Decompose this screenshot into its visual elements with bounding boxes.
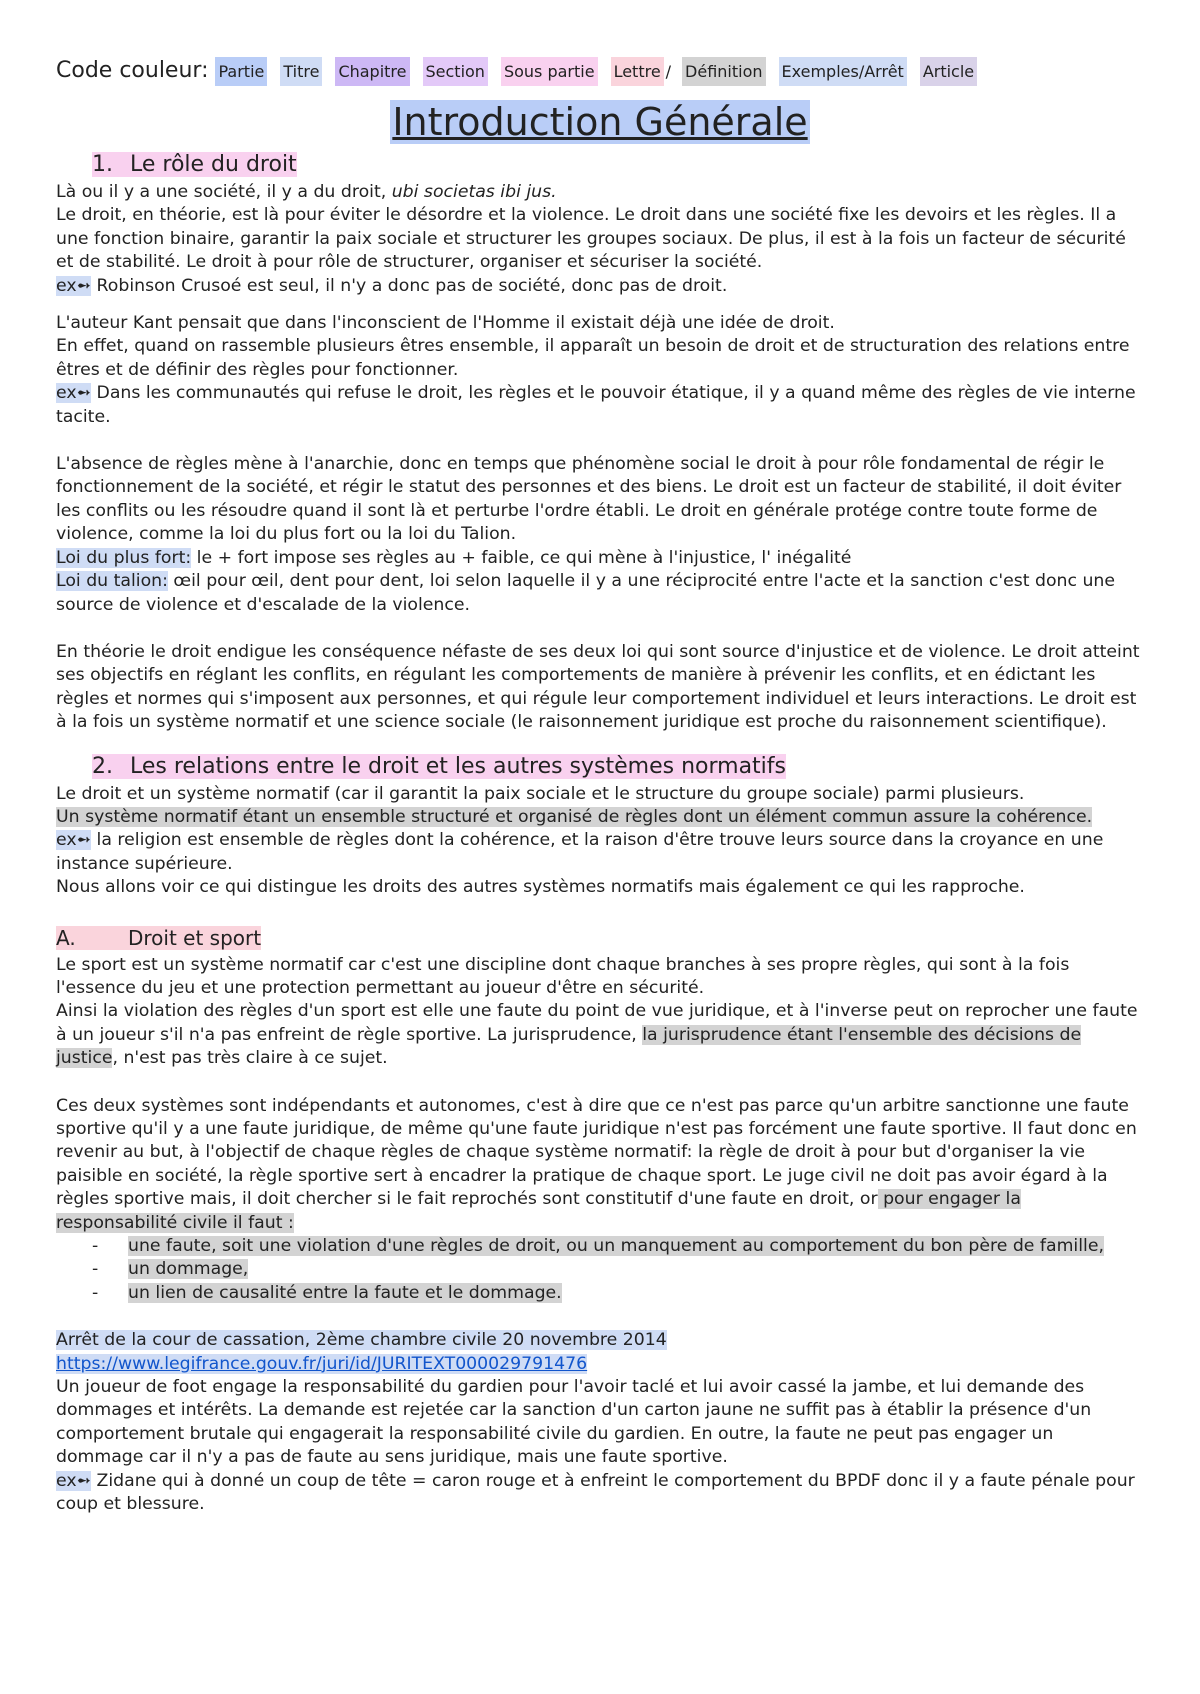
example-text: Dans les communautés qui refuse le droit, les règles et le pouvoir étatique, il y a quand même des règles de vie interne tacite. <box>56 383 1136 427</box>
example-communautes <box>56 382 1144 429</box>
arret-link-line <box>56 1353 1144 1376</box>
definition-loi-plus-fort <box>56 547 1144 570</box>
legend-label: Code couleur: <box>56 58 209 83</box>
page-title: Introduction Générale <box>392 100 808 144</box>
definition-term: Loi du talion: <box>56 571 168 592</box>
heading-text: Droit et sport <box>128 925 262 950</box>
definition-text: Un système normatif étant un ensemble structuré et organisé de règles dont un élément commun assure la cohérence. <box>56 806 1093 827</box>
title-wrapper <box>56 99 1144 145</box>
paragraph-anarchie: L'absence de règles mène à l'anarchie, donc en temps que phénomène social le droit à pour rôle fondamental de régir le fonctionnement de la société, et régir le statut des personnes et des biens. Le droit est un facteur de stabilité, il doit éviter les conflits ou les résoudre quand il sont là et perturbe l'ordre établi. Le droit en générale protége contre toute forme de violence, comme la loi du plus fort ou la loi du Talion. <box>56 454 1122 545</box>
definition-term: Loi du plus fort: <box>56 547 192 568</box>
definition-text: le + fort impose ses règles au + faible, ce qui mène à l'injustice, l' inégalité <box>191 547 852 568</box>
definition-responsabilite: pour engager la responsabilité civile il faut : <box>56 1189 1021 1233</box>
paragraph: Le droit, en théorie, est là pour éviter le désordre et la violence. Le droit dans une société fixe les devoirs et les règles. Il a une fonction binaire, garantir la paix sociale et structurer les groupes sociaux. De plus, il est à la fois un facteur de sécurité et de stabilité. Le droit à pour rôle de structurer, organiser et sécuriser la société. <box>56 205 1126 273</box>
legend-separator: / <box>665 62 672 81</box>
paragraph: En effet, quand on rassemble plusieurs êtres ensemble, il apparaît un besoin de droit et de structuration des relations entre êtres et de définir des règles pour fonctionner. <box>56 336 1130 380</box>
paragraph-jurisprudence <box>56 1000 1144 1070</box>
legend-sous-partie: Sous partie <box>501 57 598 86</box>
legend-chapitre: Chapitre <box>335 57 409 86</box>
list-item: - un lien de causalité entre la faute et le dommage. <box>92 1282 1144 1305</box>
arret-summary: Un joueur de foot engage la responsabilité du gardien pour l'avoir taclé et lui avoir cassé la jambe, et lui demande des dommages et intérêts. La demande est rejetée car la sanction d'un carton jaune ne suffit pas à établir la présence d'un comportement brutale qui engagerait la responsabilité civile du gardien. En outre, la faute ne peut pas engager un dommage car il n'y a pas de faute au sens juridique, mais une faute sportive. <box>56 1377 1092 1468</box>
legend-titre: Titre <box>280 57 322 86</box>
intro-text: Là ou il y a une société, il y a du droit, <box>56 182 392 202</box>
example-label: ex➻ <box>56 383 92 404</box>
definition-jurisprudence: la jurisprudence étant l'ensemble des décisions de justice <box>56 1024 1082 1069</box>
paragraph-text: Ces deux systèmes sont indépendants et autonomes, c'est à dire que ce n'est pas parce qu'un arbitre sanctionne une faute sportive qu'il y a une faute juridique, de même qu'une faute juridique n'est pas forcément une faute sportive. Il faut donc en revenir au but, à l'objectif de chaque règles de chaque système normatif: la règle de droit à pour but d'organiser la vie paisible en société, la règle sportive sert à encadrer la pratique de chaque sport. Le juge civil ne doit pas avoir égard à la règles sportive mais, il doit chercher si le fait reprochés sont constitutif d'une faute en droit, or <box>56 1095 1137 1210</box>
latin-quote: ubi societas ibi jus. <box>391 182 557 202</box>
definition-loi-talion <box>56 570 1144 617</box>
example-text: Zidane qui à donné un coup de tête = caron rouge et à enfreint le comportement du BPDF donc il y a faute pénale pour coup et blessure. <box>56 1470 1135 1515</box>
example-label: ex➻ <box>56 1470 92 1491</box>
legend-article: Article <box>920 57 977 86</box>
paragraph-intro <box>56 181 1144 204</box>
paragraph-text: Ainsi la violation des règles d'un sport est elle une faute du point de vue juridique, et à l'inverse peut on reprocher une faute à un joueur s'il n'a pas enfreint de règle sportive. La jurisprudence, <box>56 1001 1138 1045</box>
legend-exemples-arret: Exemples/Arrêt <box>779 57 907 86</box>
heading-relations-systemes <box>92 753 1144 781</box>
example-religion <box>56 829 1144 876</box>
legend-partie: Partie <box>215 57 267 86</box>
definition-text: œil pour œil, dent pour dent, loi selon laquelle il y a une réciprocité entre l'acte et la sanction c'est donc une source de violence et d'escalade de la violence. <box>56 571 1116 615</box>
heading-text: Le rôle du droit <box>130 152 297 177</box>
legifrance-link[interactable]: https://www.legifrance.gouv.fr/juri/id/JURITEXT000029791476 <box>56 1353 588 1374</box>
example-label: ex➻ <box>56 830 92 851</box>
heading-text: Les relations entre le droit et les autres systèmes normatifs <box>130 753 787 779</box>
heading-droit-et-sport <box>56 924 1144 952</box>
example-text: la religion est ensemble de règles dont la cohérence, et la raison d'être trouve leurs source dans la croyance en une instance supérieure. <box>56 830 1104 874</box>
paragraph-systemes-independants <box>56 1095 1144 1235</box>
heading-role-du-droit <box>92 151 1144 179</box>
paragraph: Le droit et un système normatif (car il garantit la paix sociale et le structure du groupe sociale) parmi plusieurs. <box>56 783 1025 804</box>
paragraph-theorie: En théorie le droit endigue les conséquence néfaste de ses deux loi qui sont source d'injustice et de violence. Le droit atteint ses objectifs en réglant les conflits, en régulant les comportements de manière à prévenir les conflits, et en édictant les règles et normes qui s'imposent aux personnes, et qui régule leur comportement individuel et leurs interactions. Le droit est à la fois un système normatif et une science sociale (le raisonnement juridique est proche du raisonnement scientifique). <box>56 641 1140 733</box>
paragraph-text: , n'est pas très claire à ce sujet. <box>112 1048 388 1069</box>
color-code-legend <box>56 56 1144 87</box>
list-item: - une faute, soit une violation d'une règles de droit, ou un manquement au comportement du bon père de famille, <box>92 1235 1144 1258</box>
heading-number: 1. <box>92 152 113 177</box>
paragraph-kant: L'auteur Kant pensait que dans l'inconscient de l'Homme il existait déjà une idée de droit. <box>56 313 835 334</box>
conditions-list <box>56 1235 1144 1305</box>
example-text: Robinson Crusoé est seul, il n'y a donc pas de société, donc pas de droit. <box>91 275 728 296</box>
example-label: ex➻ <box>56 275 92 296</box>
list-item: - un dommage, <box>92 1258 1144 1281</box>
paragraph: Nous allons voir ce qui distingue les droits des autres systèmes normatifs mais également ce qui les rapproche. <box>56 877 1025 898</box>
definition-systeme-normatif <box>56 806 1144 829</box>
heading-letter: A. <box>56 925 76 950</box>
arret-title: Arrêt de la cour de cassation, 2ème chambre civile 20 novembre 2014 <box>56 1330 667 1351</box>
heading-number: 2. <box>92 753 113 779</box>
legend-section: Section <box>423 57 488 86</box>
paragraph: Le sport est un système normatif car c'est une discipline dont chaque branches à ses propre règles, qui sont à la fois l'essence du jeu et une protection permettant au joueur d'être en sécurité. <box>56 954 1070 998</box>
legend-definition: Définition <box>682 57 765 86</box>
legend-lettre: Lettre <box>611 57 664 86</box>
example-zidane <box>56 1470 1144 1517</box>
example-robinson <box>56 275 1144 298</box>
